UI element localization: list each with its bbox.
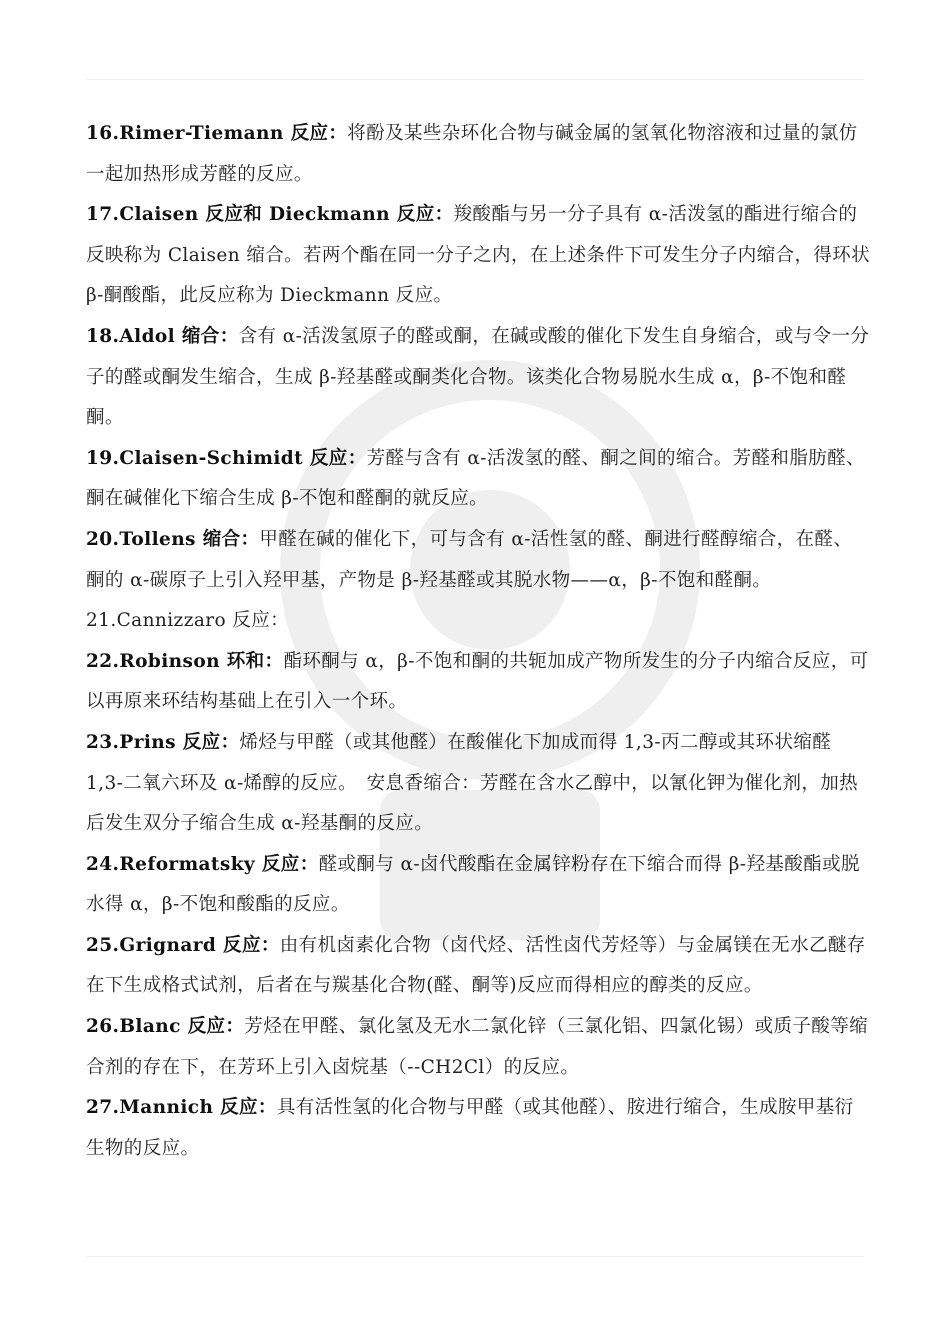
entry-16: [86, 114, 871, 195]
entry-text: 芳烃在甲醛、氯化氢及无水二氯化锌（三氯化铝、四氯化锡）或质子酸等缩合剂的存在下，在芳环上引入卤烷基（--CH2Cl）的反应。: [86, 1016, 868, 1078]
entry-title: 25.Grignard 反应：: [86, 934, 280, 956]
entry-title: 18.Aldol 缩合：: [86, 325, 239, 347]
reaction-list: [86, 114, 871, 1169]
entry-text: 含有 α-活泼氢原子的醛或酮，在碱或酸的催化下发生自身缩合，或与令一分子的醛或酮发生缩合，生成 β-羟基醛或酮类化合物。该类化合物易脱水生成 α，β-不饱和醛酮。: [86, 325, 870, 429]
entry-17: [86, 195, 871, 317]
entry-text: 烯烃与甲醛（或其他醛）在酸催化下加成而得 1,3-丙二醇或其环状缩醛 1,3-二氧六环及 α-烯醇的反应。 安息香缩合：芳醛在含水乙醇中，以氰化钾为催化剂，加热后发生双分子缩合生成 α-羟基酮的反应。: [86, 731, 859, 835]
entry-title: 26.Blanc 反应：: [86, 1016, 245, 1038]
entry-23: [86, 723, 871, 845]
entry-25: [86, 926, 871, 1007]
entry-text: 酯环酮与 α，β-不饱和酮的共轭加成产物所发生的分子内缩合反应，可以再原来环结构基础上在引入一个环。: [86, 650, 869, 713]
entry-title: 24.Reformatsky 反应：: [86, 853, 319, 875]
entry-text: 由有机卤素化合物（卤代烃、活性卤代芳烃等）与金属镁在无水乙醚存在下生成格式试剂，后者在与羰基化合物(醛、酮等)反应而得相应的醇类的反应。: [86, 934, 866, 997]
top-divider: [86, 79, 864, 80]
entry-title: 22.Robinson 环和：: [86, 650, 284, 672]
entry-title: 19.Claisen-Schimidt 反应：: [86, 447, 367, 469]
entry-22: [86, 642, 871, 723]
entry-21: [86, 601, 871, 642]
entry-24: [86, 845, 871, 926]
entry-text: 甲醛在碱的催化下，可与含有 α-活性氢的醛、酮进行醛醇缩合，在醛、酮的 α-碳原子上引入羟甲基，产物是 β-羟基醛或其脱水物——α，β-不饱和醛酮。: [86, 528, 853, 591]
entry-19: [86, 439, 871, 520]
entry-26: [86, 1007, 871, 1088]
entry-title: 17.Claisen 反应和 Dieckmann 反应：: [86, 204, 454, 226]
entry-text: 芳醛与含有 α-活泼氢的醛、酮之间的缩合。芳醛和脂肪醛、酮在碱催化下缩合生成 β-不饱和醛酮的就反应。: [86, 447, 865, 510]
entry-20: [86, 520, 871, 601]
entry-text: 具有活性氢的化合物与甲醛（或其他醛）、胺进行缩合，生成胺甲基衍生物的反应。: [86, 1097, 854, 1159]
bottom-divider: [86, 1256, 864, 1257]
entry-text: 羧酸酯与另一分子具有 α-活泼氢的酯进行缩合的反映称为 Claisen 缩合。若两个酯在同一分子之内，在上述条件下可发生分子内缩合，得环状 β-酮酸酯，此反应称为 Dieckmann 反应。: [86, 204, 871, 307]
entry-title: 27.Mannich 反应：: [86, 1097, 277, 1119]
entry-text: 将酚及某些杂环化合物与碱金属的氢氧化物溶液和过量的氯仿一起加热形成芳醛的反应。: [86, 123, 858, 185]
entry-18: [86, 317, 871, 439]
entry-text: 醛或酮与 α-卤代酸酯在金属锌粉存在下缩合而得 β-羟基酸酯或脱水得 α，β-不饱和酸酯的反应。: [86, 853, 860, 916]
entry-title: 16.Rimer-Tiemann 反应：: [86, 123, 348, 144]
entry-27: [86, 1088, 871, 1169]
entry-title: 21.Cannizzaro 反应：: [86, 610, 290, 632]
entry-title: 23.Prins 反应：: [86, 731, 240, 753]
entry-title: 20.Tollens 缩合：: [86, 528, 260, 550]
